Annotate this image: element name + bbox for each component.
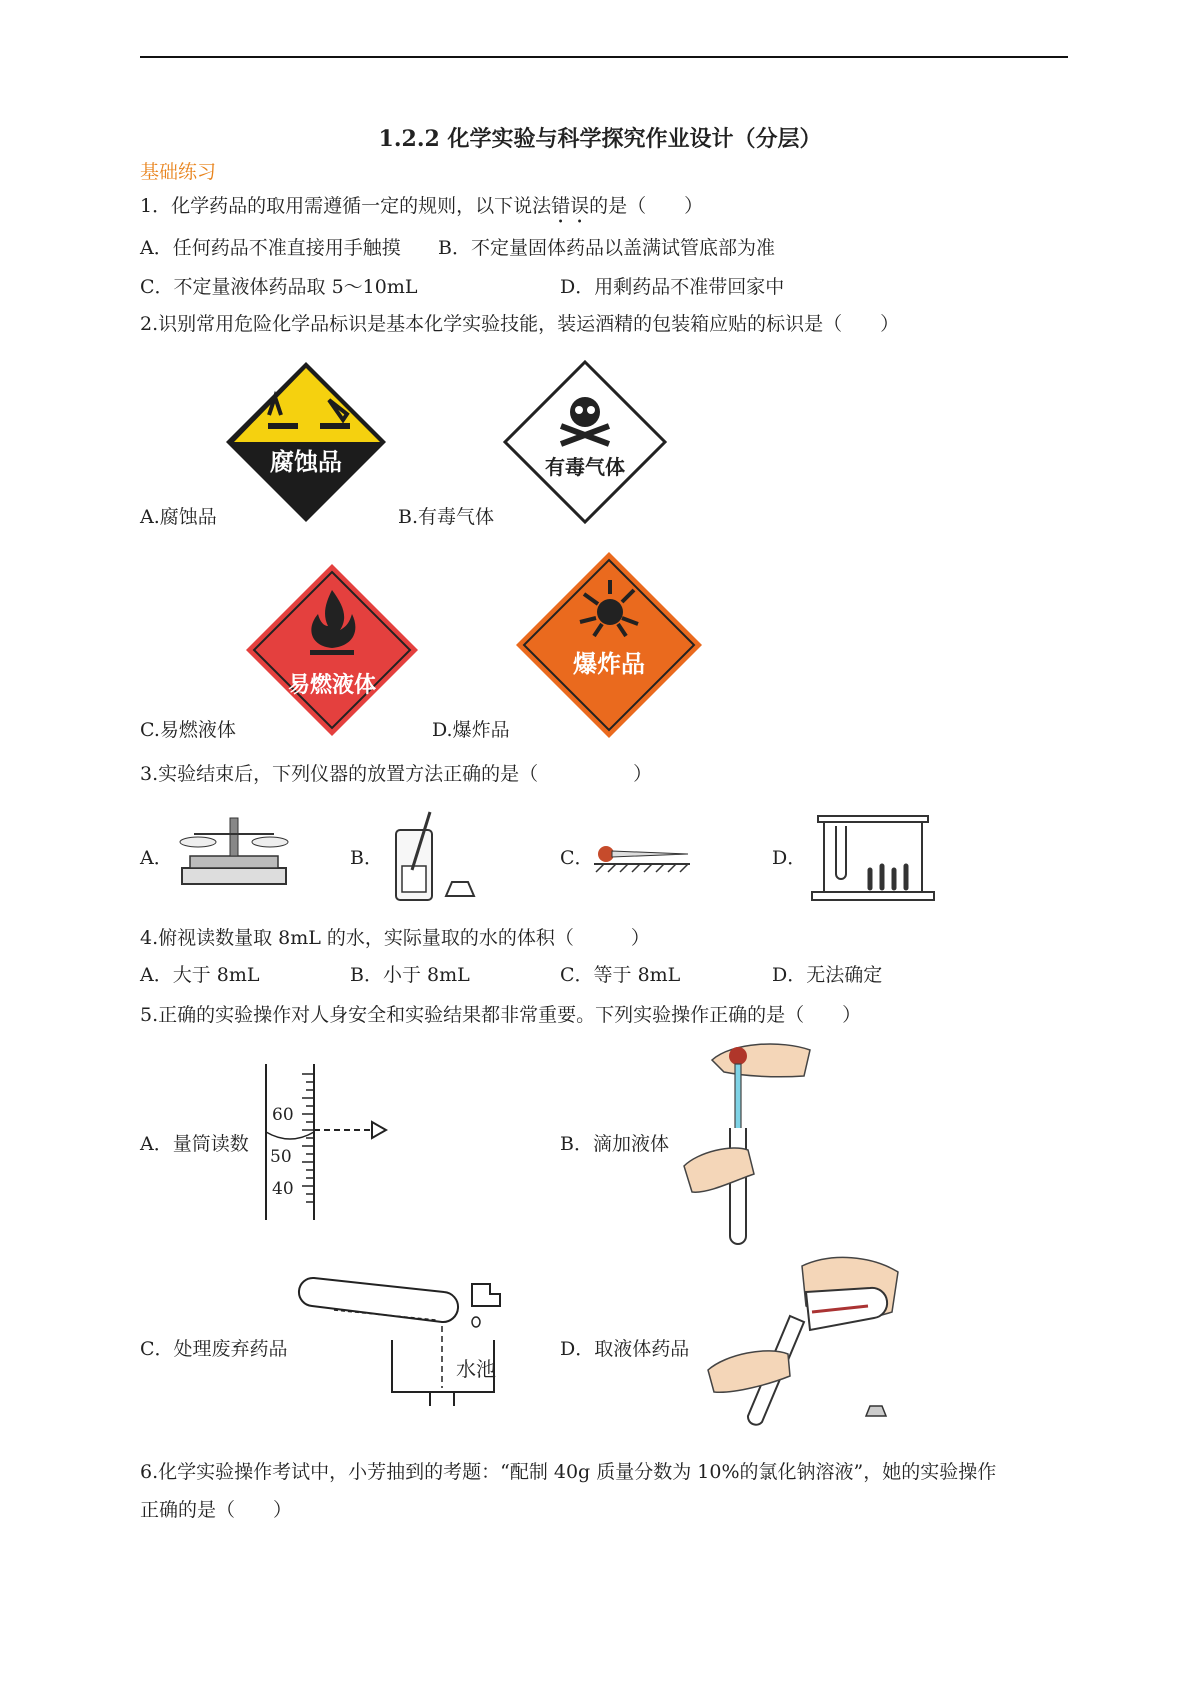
dropper-adding-liquid-icon — [682, 1040, 814, 1250]
q4-option-d: D．无法确定 — [772, 964, 883, 986]
sign-a-label: 腐蚀品 — [270, 448, 342, 476]
q6-line-1: 6.化学实验操作考试中，小芳抽到的考题：“配制 40g 质量分数为 10%的氯化钠溶液”，她的实验操作 — [140, 1461, 997, 1483]
q1-option-c: C．不定量液体药品取 5～10mL — [140, 276, 418, 298]
q5-option-d: D．取液体药品 — [560, 1338, 690, 1360]
q1-option-b: B．不定量固体药品以盖满试管底部为准 — [438, 237, 775, 259]
reagent-bottle-icon — [390, 810, 480, 902]
q3-option-d: D． — [772, 847, 807, 869]
test-tube-rack-icon — [806, 812, 940, 902]
q1-emphasis: 错误 — [551, 195, 590, 217]
q4-option-c: C．等于 8mL — [560, 964, 681, 986]
header-rule — [140, 56, 1068, 58]
q3-stem: 3.实验结束后，下列仪器的放置方法正确的是（ ） — [140, 763, 653, 785]
q2-option-b: B.有毒气体 — [398, 506, 495, 528]
scale-label-60: 60 — [272, 1105, 294, 1125]
q6-line-2: 正确的是（ ） — [140, 1499, 293, 1521]
q5-option-c: C．处理废弃药品 — [140, 1338, 288, 1360]
page-title: 1.2.2 化学实验与科学探究作业设计（分层） — [378, 126, 822, 152]
q1-option-a: A．任何药品不准直接用手触摸 — [140, 237, 401, 259]
q4-stem: 4.俯视读数量取 8mL 的水，实际量取的水的体积（ ） — [140, 927, 650, 949]
q5-stem: 5.正确的实验操作对人身安全和实验结果都非常重要。下列实验操作正确的是（ ） — [140, 1004, 862, 1026]
q5-option-a: A．量筒读数 — [140, 1133, 249, 1155]
pouring-liquid-icon — [706, 1254, 906, 1430]
q3-option-c: C． — [560, 847, 594, 869]
sign-b-label: 有毒气体 — [545, 455, 625, 479]
q2-option-c: C.易燃液体 — [140, 719, 236, 741]
toxic-sign-icon — [503, 360, 667, 524]
sign-d-label: 爆炸品 — [573, 650, 645, 678]
section-heading: 基础练习 — [140, 161, 217, 183]
scale-label-40: 40 — [272, 1179, 294, 1199]
q2-stem: 2.识别常用危险化学品标识是基本化学实验技能，装运酒精的包装箱应贴的标识是（ ） — [140, 313, 900, 335]
dropper-on-table-icon — [592, 842, 692, 876]
q3-option-b: B． — [350, 847, 383, 869]
q4-option-a: A．大于 8mL — [140, 964, 260, 986]
corrosive-sign-icon — [224, 360, 388, 524]
waste-disposal-sink-icon — [304, 1270, 524, 1426]
flammable-sign-icon — [244, 562, 420, 738]
q1-stem: 1．化学药品的取用需遵循一定的规则，以下说法错误的是（ ） — [140, 195, 704, 217]
explosive-sign-icon — [514, 550, 704, 740]
scale-label-50: 50 — [270, 1147, 292, 1167]
q2-option-d: D.爆炸品 — [432, 719, 510, 741]
q3-option-a: A． — [140, 847, 173, 869]
q1-option-d: D．用剩药品不准带回家中 — [560, 276, 785, 298]
q4-option-b: B．小于 8mL — [350, 964, 470, 986]
q5-option-b: B．滴加液体 — [560, 1133, 669, 1155]
graduated-cylinder-reading-icon — [262, 1062, 392, 1222]
balance-scale-icon — [174, 810, 294, 890]
sink-label: 水池 — [456, 1357, 496, 1381]
sign-c-label: 易燃液体 — [287, 673, 377, 698]
q2-option-a: A.腐蚀品 — [140, 506, 217, 528]
